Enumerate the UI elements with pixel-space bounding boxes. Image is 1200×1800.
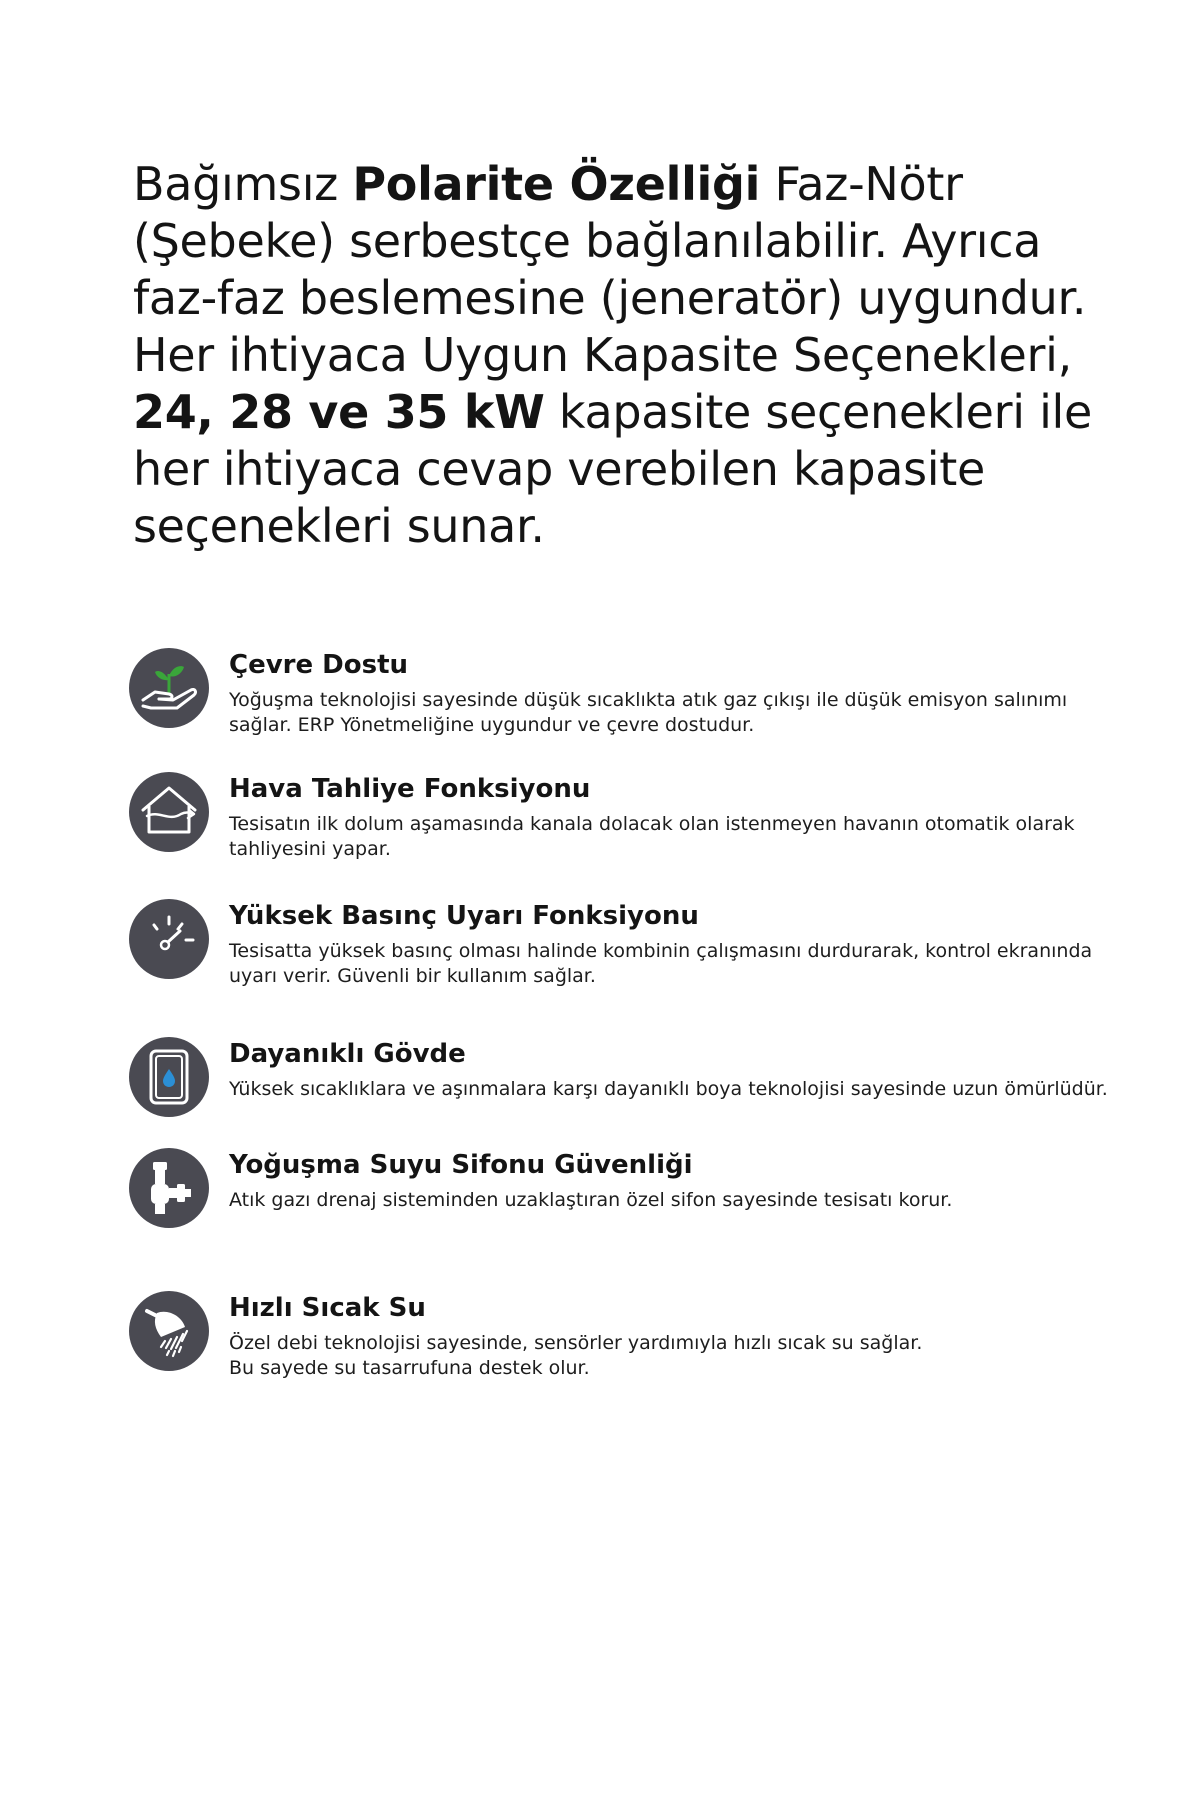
pressure-gauge-icon [129,899,209,979]
feature-description-line-2: Bu sayede su tasarrufuna destek olur. [229,1357,590,1379]
feature-description: Yüksek sıcaklıklara ve aşınmalara karşı dayanıklı boya teknolojisi sayesinde uzun ömürlüdür. [229,1078,1108,1100]
intro-text-2: Faz-Nötr (Şebeke) serbestçe bağlanılabilir. Ayrıca faz-faz beslemesine (jeneratör) uygundur. Her ihtiyaca Uygun Kapasite Seçenekleri, [133,157,1087,382]
feature-description-line-1: Özel debi teknolojisi sayesinde, sensörler yardımıyla hızlı sıcak su sağlar. [229,1332,923,1354]
feature-title: Hava Tahliye Fonksiyonu [229,774,591,804]
leaf-hand-icon [129,648,209,728]
intro-bold-capacity: 24, 28 ve 35 kW [133,385,545,439]
intro-text-3: kapasite seçenekleri ile her ihtiyaca cevap verebilen kapasite seçenekleri sunar. [133,385,1093,553]
intro-text-1: Bağımsız [133,157,353,211]
house-air-icon [129,772,209,852]
feature-description [229,1331,1109,1381]
feature-air-purge [129,772,1129,892]
feature-title: Yoğuşma Suyu Sifonu Güvenliği [229,1150,693,1180]
feature-title: Hızlı Sıcak Su [229,1293,426,1323]
feature-description: Atık gazı drenaj sisteminden uzaklaştıran özel sifon sayesinde tesisatı korur. [229,1189,953,1211]
feature-description: Tesisatın ilk dolum aşamasında kanala dolacak olan istenmeyen havanın otomatik olarak tahliyesini yapar. [229,813,1075,860]
intro-paragraph [133,156,1113,555]
siphon-icon [129,1148,209,1228]
feature-title: Dayanıklı Gövde [229,1039,466,1069]
shower-icon [129,1291,209,1371]
feature-durable-body [129,1037,1129,1157]
boiler-body-icon [129,1037,209,1117]
feature-title: Yüksek Basınç Uyarı Fonksiyonu [229,901,699,931]
feature-condensate-siphon [129,1148,1129,1268]
intro-bold-polarity: Polarite Özelliği [352,157,761,211]
feature-eco-friendly [129,648,1129,768]
feature-fast-hot-water [129,1291,1129,1411]
feature-description: Yoğuşma teknolojisi sayesinde düşük sıcaklıkta atık gaz çıkışı ile düşük emisyon salınımı sağlar. ERP Yönetmeliğine uygundur ve çevre dostudur. [229,689,1068,736]
feature-high-pressure-warning [129,899,1129,1019]
feature-description: Tesisatta yüksek basınç olması halinde kombinin çalışmasını durdurarak, kontrol ekranında uyarı verir. Güvenli bir kullanım sağlar. [229,940,1093,987]
feature-title: Çevre Dostu [229,650,409,680]
